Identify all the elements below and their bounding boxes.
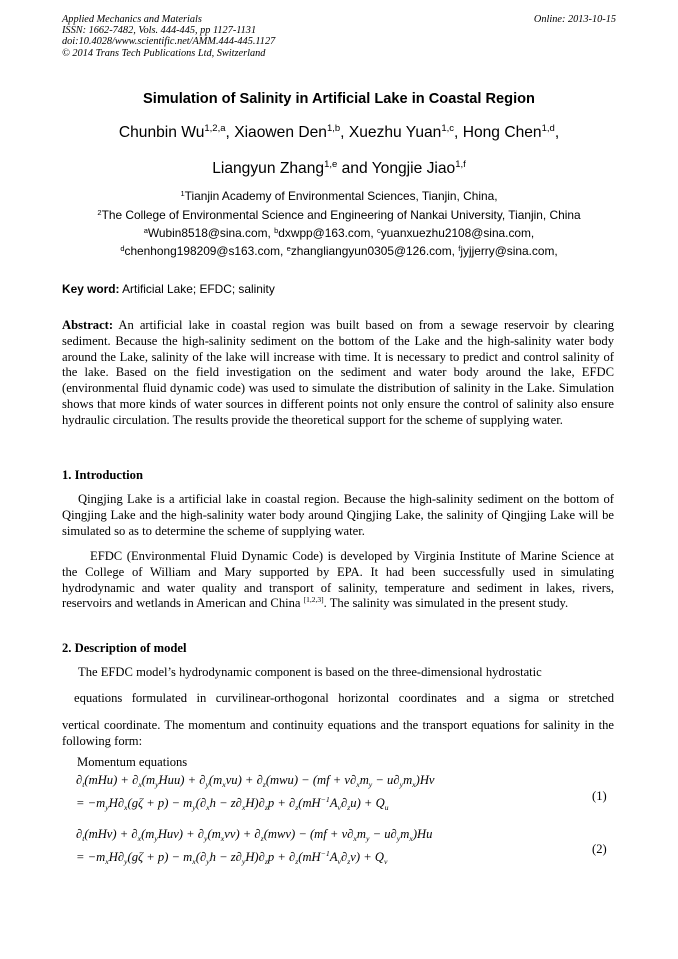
equation-2-line-1: $\partial_t(mHv) + \partial_x(m_yHuv) + \partial_y(m_xvv) + \partial_z(mwv) - (mf + v\partial_xm_y - u\partial_ym_x)Hu$ bbox=[76, 827, 433, 843]
equation-1-line-1: $\partial_t(mHu) + \partial_x(m_yHuu) + \partial_y(m_xvu) + \partial_z(mwu) - (mf + v\partial_xm_y - u\partial_ym_x)Hv$ bbox=[76, 773, 435, 789]
section-heading-model: 2. Description of model bbox=[62, 641, 187, 655]
email-link[interactable]: Wubin8518@sina.com, bbox=[147, 226, 275, 240]
author-name: Chunbin Wu bbox=[118, 124, 205, 141]
email-link[interactable]: zhangliangyun0305@126.com, bbox=[290, 244, 459, 258]
keywords-label: Key word: bbox=[62, 282, 120, 296]
author-sup: 1,e bbox=[324, 159, 338, 170]
intro-paragraph-1: Qingjing Lake is a artificial lake in coastal region. Because the high-salinity sediment on the bottom of Qingjing Lake and the high-salinity water body around Qingjing Lake, the salinity of Qingjing Lake will be simulated so as to determine the scheme of supplying water. bbox=[62, 492, 614, 538]
equation-1-line-2: = $-m_yH\partial_x(g\zeta + p) - m_y(\partial_xh - z\partial_xH)\partial_zp + \partial_z(mH^{-1}A_v\partial_zu) + Q_u$ bbox=[76, 795, 389, 812]
journal-name: Applied Mechanics and Materials bbox=[62, 14, 202, 25]
doi-line: doi:10.4028/www.scientific.net/AMM.444-445.1127 bbox=[62, 36, 276, 48]
affiliation-2: $^2$The College of Environmental Science and Engineering of Nankai University, Tianjin, China bbox=[97, 208, 581, 222]
model-text-rest: vertical coordinate. The momentum and continuity equations and the transport equations for salinity in the following form: bbox=[62, 718, 614, 748]
online-date: Online: 2013-10-15 bbox=[533, 14, 616, 25]
email-line-1: $^a$Wubin8518@sina.com, $^b$dxwpp@163.com, $^c$yuanxuezhu2108@sina.com, bbox=[143, 226, 535, 240]
author-sup: 1,d bbox=[541, 123, 555, 134]
equation-2-line-2: = $-m_xH\partial_y(g\zeta + p) - m_x(\partial_yh - z\partial_yH)\partial_zp + \partial_z(mH^{-1}A_v\partial_zv) + Q_v$ bbox=[76, 849, 388, 866]
momentum-label: Momentum equations bbox=[77, 755, 188, 769]
equation-1-number: (1) bbox=[592, 789, 607, 803]
email-link[interactable]: jyjjerry@sina.com, bbox=[460, 244, 558, 258]
email-line-2: $^d$chenhong198209@s163.com, $^e$zhangliangyun0305@126.com, $^f$jyjjerry@sina.com, bbox=[120, 244, 558, 258]
author-name: Hong Chen bbox=[462, 124, 542, 141]
author-name: Xiaowen Den bbox=[234, 124, 327, 141]
email-link[interactable]: dxwpp@163.com, bbox=[278, 226, 377, 240]
author-name: Liangyun Zhang bbox=[212, 160, 325, 177]
email-link[interactable]: yuanxuezhu2108@sina.com, bbox=[380, 226, 535, 240]
abstract-label: Abstract: bbox=[62, 318, 114, 332]
section-heading-introduction: 1. Introduction bbox=[62, 468, 143, 482]
author-line-1: Chunbin Wu$^{1,2,a}$, Xiaowen Den$^{1,b}$, Xuezhu Yuan$^{1,c}$, Hong Chen$^{1,d}$, bbox=[118, 123, 560, 141]
author-sup: 1,b bbox=[326, 123, 341, 134]
model-text-line-1: The EFDC model’s hydrodynamic component is based on the three-dimensional hydrostatic bbox=[78, 665, 542, 679]
email-link[interactable]: chenhong198209@s163.com, bbox=[124, 244, 287, 258]
author-name: Yongjie Jiao bbox=[371, 160, 456, 177]
journal-header bbox=[62, 14, 275, 59]
author-line-2: Liangyun Zhang$^{1,e}$ and Yongjie Jiao$^{1,f}$ bbox=[212, 159, 466, 177]
citation: [1,2,3] bbox=[303, 595, 324, 605]
copyright-line: © 2014 Trans Tech Publications Ltd, Switzerland bbox=[62, 47, 266, 59]
author-sup: 1,f bbox=[455, 159, 466, 170]
model-text-line-2: equations formulated in curvilinear-orthogonal horizontal coordinates and a sigma or stretched bbox=[74, 691, 614, 705]
intro-paragraph-2: EFDC (Environmental Fluid Dynamic Code) is developed by Virginia Institute of Marine Science at the College of William and Mary supported by EPA. It had been successfully used in simulating hydrodynamic and water quality and transport of salinity, temperature and sediment in lakes, rivers, reservoirs and wetlands in American and China [1,2,3]. The salinity was simulated in the present study. bbox=[62, 549, 614, 611]
keywords bbox=[62, 282, 275, 296]
abstract bbox=[62, 318, 614, 429]
equation-2-number: (2) bbox=[592, 842, 607, 856]
author-sup: 1,2,a bbox=[204, 123, 226, 134]
author-name: Xuezhu Yuan bbox=[348, 124, 442, 141]
author-sup: 1,c bbox=[441, 123, 455, 134]
affiliation-1: $^1$Tianjin Academy of Environmental Sciences, Tianjin, China, bbox=[180, 189, 498, 203]
issn-line: ISSN: 1662-7482, Vols. 444-445, pp 1127-1131 bbox=[62, 25, 257, 37]
paper-title: Simulation of Salinity in Artificial Lake in Coastal Region bbox=[143, 91, 535, 107]
abstract-text: An artificial lake in coastal region was built based on from a sewage reservoir by clearing sediment. Because the high-salinity sediment on the bottom of the Lake and the high-salinity water body around the Lake, salinity of the lake will increase with time. It is necessary to predict and control salinity of the lake. Based on the field investigation on the sediment and water body around the lake, EFDC (environmental fluid dynamic code) was used to simulate the distribution of salinity in the Lake. Simulation shows that more kinds of water sources in different points not only ensure the control of salinity also ensure hydraulic circulation. The results provide the theoretical support for the scheme of supplying water. bbox=[62, 318, 614, 427]
keywords-text: Artificial Lake; EFDC; salinity bbox=[119, 282, 275, 296]
